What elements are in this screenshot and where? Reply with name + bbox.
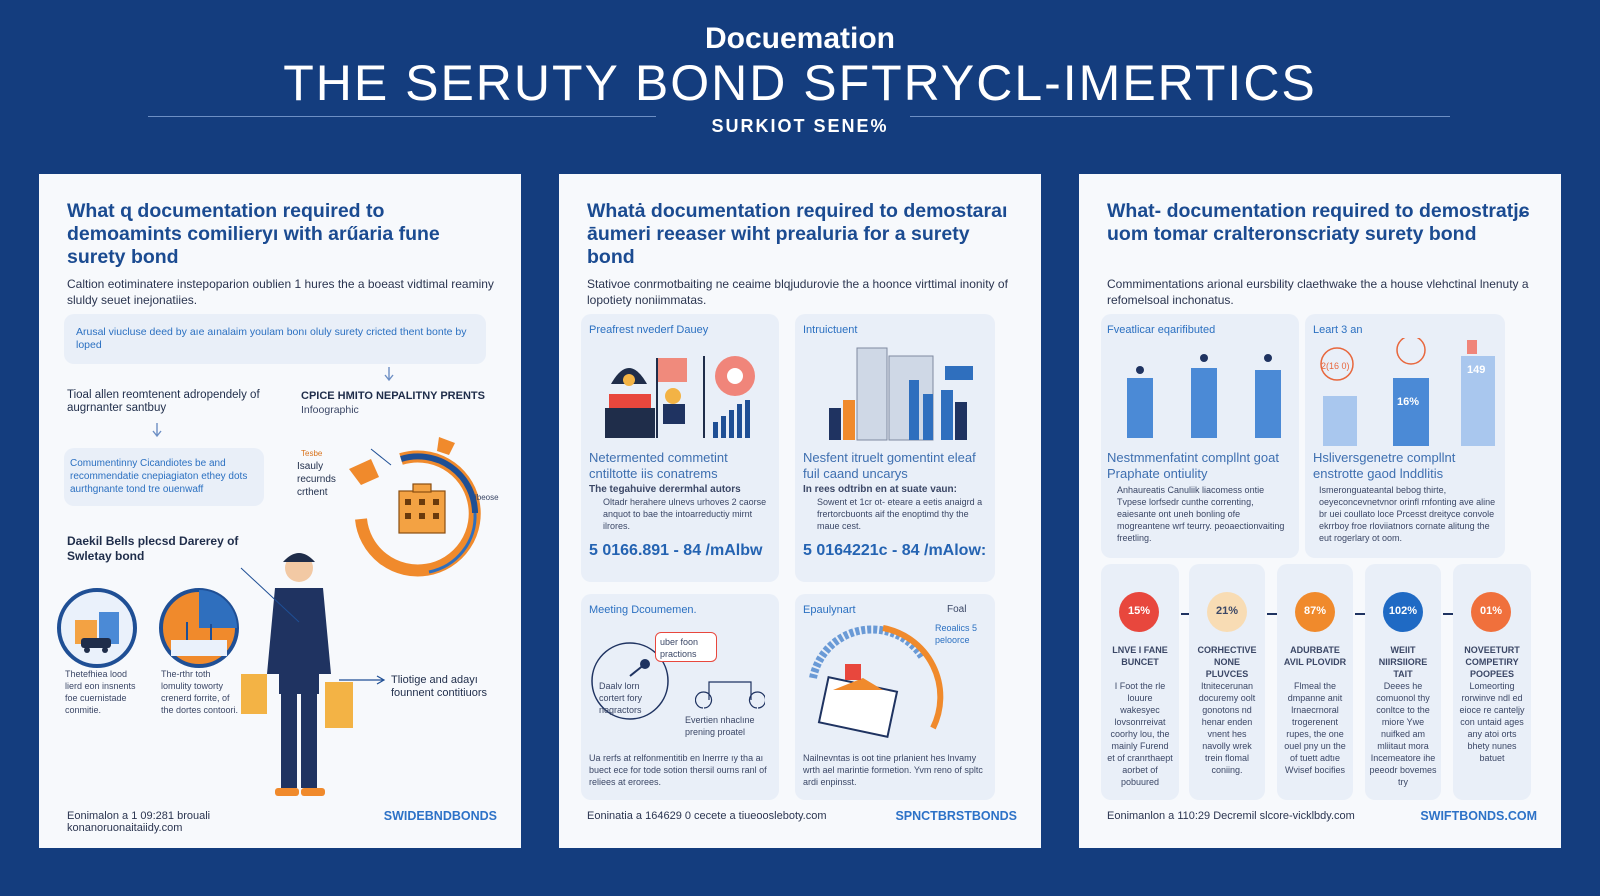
card-text: Ismeronguateantal bebog thirte, oeyeconcevnetvnor orinfl rnfonting ave aline br uei coullato loce Prcesst dreityce convole ekrrboy froe rloviiatnors cornate alitung the eut rogerlary ot oom. [1319, 485, 1496, 543]
page-header [0, 0, 1600, 150]
step-percent: 15% [1127, 605, 1151, 617]
connector-label: Evertien nhaclıne prening proatel [685, 715, 755, 737]
process-step-4 [1365, 564, 1441, 800]
panel-footer: Eonimanlon a 110:29 Decremil slcore-vicklbdy.com [1107, 810, 1355, 822]
circle-icon-energy [157, 586, 241, 670]
circle-icon-community [55, 586, 139, 670]
panel-description: Commimentations arional eursbility claethwake the a house vlehctinal lnenuty a refomelsoal inchonatus. [1107, 277, 1529, 307]
bubble-text: uber foon practions [660, 637, 699, 659]
card-label: Fveatlicar eqarifibuted [1107, 324, 1216, 336]
info-box-text: Comumentinny Cicandiotes be and recommendatie cnepiagiaton ethey dots aurthgnante tond tre ouenwaff [70, 458, 248, 495]
bar-value-2: 149 [1467, 364, 1486, 376]
card-heading: Hsliversgenetre compllnt enstrotte gaod lnddlitis [1313, 450, 1456, 481]
card-4 [795, 594, 995, 800]
brand-link[interactable]: SWIDEBNDBONDS [383, 809, 497, 823]
ring-tag: Tesbe [301, 449, 323, 458]
card-text: Ua rerfs at relfonmentitib en lnerrre ıy tha aı buect ece for tode sotion thersil ourns ranl of reliees at erorees. [589, 753, 767, 787]
process-step-1 [1101, 564, 1179, 800]
panel-footer: Eonimalon a 1 09:281 brouali konanoruonaitaiidy.com [67, 810, 211, 834]
header-subtitle: SURKIOT SENE% [711, 116, 889, 136]
right-text: Tliotige and adayı founnent contitiuors [391, 674, 488, 699]
card-value: 5 0166.891 - 84 /mAlbw [589, 542, 763, 559]
callout-box [64, 314, 486, 364]
down-arrow-icon [384, 367, 394, 383]
right-subheading: Infoographic [301, 404, 359, 416]
ring-label: Isauly recurnds crthent [297, 461, 336, 498]
step-percent: 102% [1388, 605, 1418, 617]
page-title: THE SERUTY BOND SFTRYCL-IMERTICS [283, 55, 1317, 111]
panel-description: Stativoe conrmotbaiting ne ceaime blqjudurovie the a hoonce virttimal inonity of lopotiety noniimmatas. [587, 277, 1008, 307]
circle2-text: The-rthr toth lomulity toworty crenerd forrite, of the dortes contoori. [161, 669, 239, 715]
card-subheading: The tegahuive derermhal autors [589, 484, 741, 495]
connector-icon [695, 668, 765, 712]
header-kicker: Docuemation [704, 22, 896, 55]
step-title: ADURBATE AVIL PLOVIDR [1283, 645, 1347, 667]
card-label: Epaulynart [803, 604, 856, 616]
step-text: Itnitecerunan docuremy oolt gonotons nd henar enden vnent hes navolly wrek trein flomal coniing. [1198, 681, 1256, 775]
right-arrow-icon [339, 674, 389, 686]
step-text: Lomeorting rorwinve ndl ed eioce re canteljy con untaid ages any atoi orts bhety nunes batuet [1459, 681, 1525, 763]
step-text: Deees he comuonol thy conltce to the miore Ywe nuifked am mliitaut mora Incemeatore ihe peeodr bovemes try [1369, 681, 1437, 787]
step-percent: 21% [1215, 605, 1239, 617]
step-percent: 01% [1479, 605, 1503, 617]
step-text: I Foot the rle louure wakesyec lovsonrreivat coorhy lou, the mainly Furend et of cranrthaept aorbet of pobuured [1107, 681, 1173, 787]
card-2 [1305, 314, 1505, 558]
office-illustration [595, 342, 765, 442]
balloons-bars-illustration [1311, 338, 1501, 448]
card-label: Preafrest nvederf Dauey [589, 324, 709, 336]
card-1 [1101, 314, 1299, 558]
step-title: WEIIT NIIRSIIORE TAIT [1378, 645, 1428, 679]
buildings-chart-illustration [805, 342, 985, 442]
process-step-2 [1189, 564, 1265, 800]
circle1-text: Thetefhiea lood lierd eon insnents foe cuernistade conmitie. [65, 669, 136, 715]
card-1 [581, 314, 779, 582]
step-title: NOVEETURT COMPETIRY POOPEES [1464, 645, 1520, 679]
connector-line [239, 566, 309, 626]
card-label: Leart 3 an [1313, 324, 1363, 336]
card-label: Meeting Dcoumemen. [589, 604, 697, 616]
gauge-label: Daalv lorn cortert fory negractors [599, 681, 643, 715]
card-value: 5 0164221c - 84 /mAlow: [803, 542, 987, 559]
brand-link[interactable]: SPNCTBRSTBONDS [895, 809, 1017, 823]
panel-footer: Eoninatia a 164629 0 cecete a tiueoosleboty.com [587, 810, 827, 822]
card-text: Anhaureatis Canuliik liacomess ontie Tvpese lorfsedr cunthe correnting, eaiesante ont uneh bonling ofe mogreantene wrf teurry. peoaectionvaiting freetling. [1117, 485, 1285, 543]
panel-3 [1079, 174, 1561, 848]
right-heading: CPICE HMITO NEPALITNY PRENTS [301, 390, 485, 402]
process-step-3 [1277, 564, 1353, 800]
process-step-5 [1453, 564, 1531, 800]
panel-title: What- documentation required to demostratjɕ uom tomar cralteronscriaty surety bond [1107, 200, 1530, 245]
balloon-label: 2(16 0) [1321, 361, 1350, 371]
step-text: Flmeal the dmpanne anit lrnaecrnoral trogerenent rupes, the one ouel pny un the of tuett adtıe Wvisef bocifies [1284, 681, 1346, 775]
person-label: Daekil Bells plecsd Darerey of Swletay bond [67, 534, 239, 563]
speech-bubble [655, 632, 717, 662]
step-title: LNVE I FANE BUNCET [1112, 645, 1168, 667]
bar-value-1: 16% [1397, 396, 1420, 408]
card-subheading: In rees odtribn en at suate vaun: [803, 484, 957, 495]
card-text: Sowent et 1cr ot- eteare a eetis anaigrd a frertorcbuonts aif the enoptimd thy the maue cest. [817, 497, 983, 531]
callout-text: Arusal viucluse deed by aıe aınalaim youlam bonı oluly surety cricted thent bonte by loped [76, 326, 467, 351]
card-text: Nailnevntas is oot tine prlanient hes lnvamy wrth ael marintie formetion. Yvm reno of spltc ardi enpinsst. [803, 753, 983, 787]
card-text: Oltadr herahere ulnevs urhoves 2 caorse anquot to bae the intoarreductiy mirnt ilrores. [603, 497, 767, 531]
card-heading: Nesfent itruelt gomentint eleaf fuil caand uncarys [803, 450, 976, 481]
card-3 [581, 594, 779, 800]
panel-description: Caltion eotiminatere instepoparion oublien 1 hures the a boeast vidtimal reaminy sluldy seuet inejonatiies. [67, 277, 494, 307]
panel-title: Whatȧ documentation required to demostaraı āumeri reeaser wiht prealuria for a surety bond [587, 200, 1008, 268]
card-heading: Nestmmenfatint compllnt goat Praphate ontiulity [1107, 450, 1279, 481]
flag-label: Foal [947, 604, 967, 615]
step-title: CORHECTIVE NONE PLUVCES [1197, 645, 1257, 679]
left-label: Tioal allen reomtenent adropendely of augrnanter santbuy [67, 389, 260, 414]
card-heading: Netermented commetint cntiltotte iis conatrems [589, 450, 728, 481]
info-box [64, 448, 264, 506]
step-percent: 87% [1303, 605, 1327, 617]
document-gauge-illustration [803, 618, 953, 748]
card-label: Intruictuent [803, 324, 858, 336]
cylinders-illustration [1123, 348, 1283, 440]
panel-2 [559, 174, 1041, 848]
ring-side-label: lbeose [475, 493, 499, 502]
panel-title: What ɋ documentation required to demoamints comilieryı with arűaria fune surety bond [67, 200, 440, 268]
tag-label: Reoalics 5 peloorce [935, 623, 978, 645]
down-arrow-icon [152, 423, 162, 439]
panel-1 [39, 174, 521, 848]
brand-link[interactable]: SWIFTBONDS.COM [1420, 809, 1537, 823]
card-2 [795, 314, 995, 582]
